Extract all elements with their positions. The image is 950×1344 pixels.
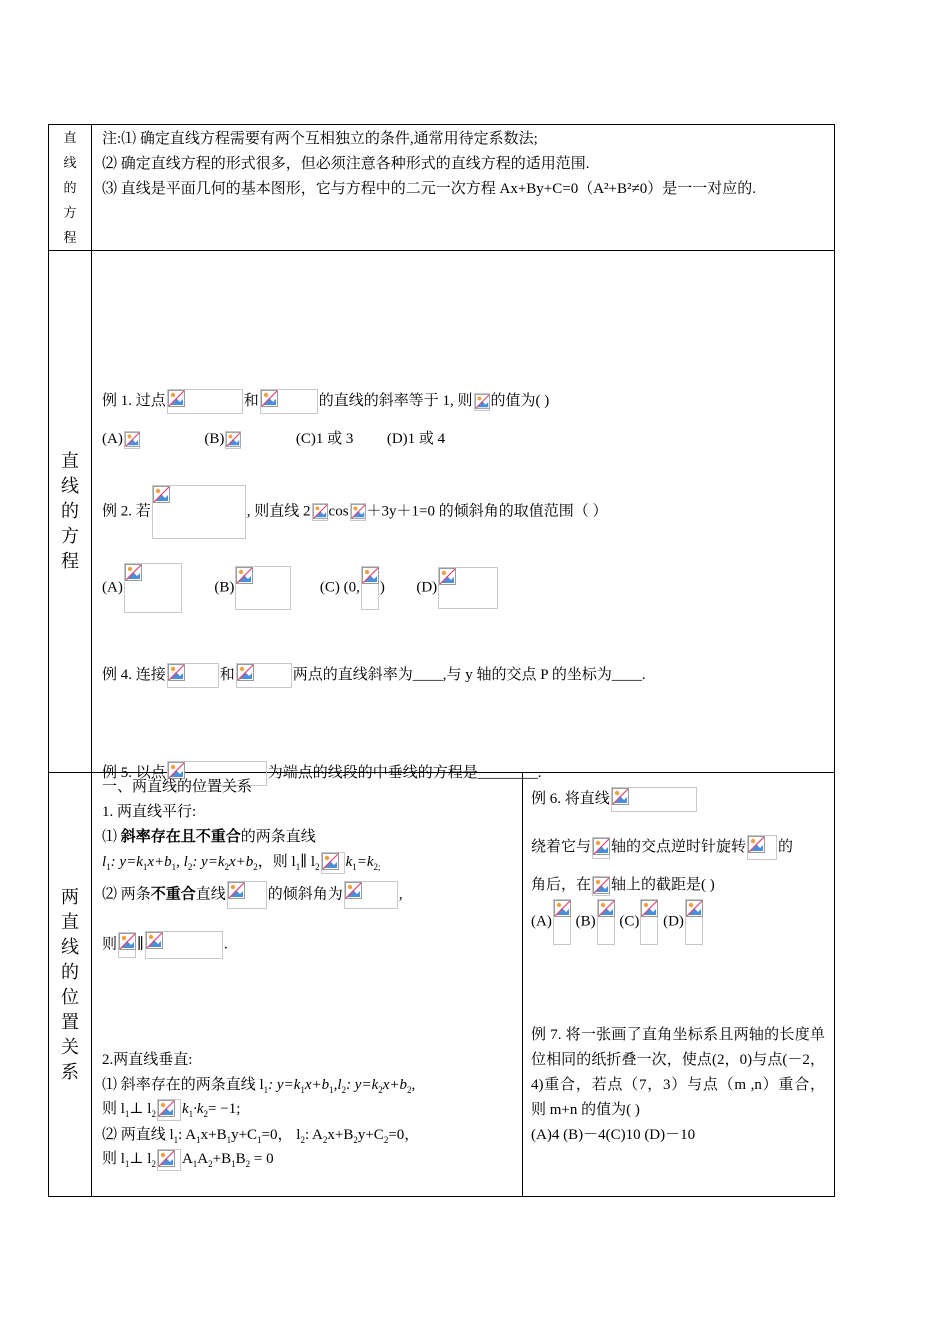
perpendicular-rule-2-result: 则 $l_1\perp$ $l_2$ $A_1A_2+B_1B_2 = 0$ bbox=[102, 1147, 274, 1171]
example-1-options: (A) (B) (C)1 或 3 (D)1 或 4 bbox=[102, 431, 446, 447]
formula-image-icon bbox=[260, 389, 318, 414]
example-6-line-1: 例 6. 将直线 bbox=[531, 787, 698, 812]
note-row bbox=[49, 125, 835, 251]
parallel-rule-1: ⑴ 斜率存在且不重合的两条直线 bbox=[102, 829, 316, 845]
example-6-options: (A) (B) (C) (D) bbox=[531, 899, 704, 945]
parallel-rule-1-formula: $l_1$: $y=k_1x+b_1$, $l_2$: $y=k_2x+b_2$，则 $l_1\parallel$ $l_2$ $k_1=k_{2;}$ bbox=[102, 850, 381, 874]
perpendicular-rule-2: ⑵ 两直线 $l_1$: $A_1x+B_1y+C_1=0$， $l_2$: $A_2x+B_2y+C_2=0$， bbox=[102, 1127, 420, 1145]
formula-image-icon bbox=[157, 1149, 181, 1171]
parallel-rule-2: ⑵ 两条不重合直线 的倾斜角为 , bbox=[102, 881, 403, 909]
formula-image-icon bbox=[225, 431, 241, 449]
formula-image-icon bbox=[312, 503, 328, 521]
formula-image-icon bbox=[152, 485, 246, 539]
relation-row-label: 两 直 线 的 位 置 关 系 bbox=[49, 773, 92, 1197]
note-row-label: 直 线 的 方 程 bbox=[49, 125, 92, 251]
content-table bbox=[48, 124, 835, 1197]
formula-image-icon bbox=[553, 899, 571, 945]
relation-theory bbox=[92, 773, 523, 1197]
formula-image-icon bbox=[747, 835, 777, 860]
section-title: 一、两直线的位置关系 bbox=[102, 779, 253, 795]
parallel-title: 1. 两直线平行: bbox=[102, 804, 197, 820]
formula-image-icon bbox=[124, 431, 140, 449]
formula-image-icon bbox=[685, 899, 703, 945]
formula-image-icon bbox=[361, 566, 379, 610]
formula-image-icon bbox=[167, 389, 243, 414]
formula-image-icon bbox=[235, 566, 291, 610]
formula-image-icon bbox=[118, 932, 136, 958]
formula-image-icon bbox=[592, 876, 610, 896]
note-line: ⑵ 确定直线方程的形式很多，但必须注意各种形式的直线方程的适用范围. bbox=[102, 156, 590, 172]
equation-examples bbox=[92, 251, 835, 781]
example-2-options: (A) (B) (C) (0, ) (D) bbox=[102, 563, 499, 613]
example-4: 例 4. 连接 和 两点的直线斜率为____,与 y 轴的交点 P 的坐标为____. bbox=[102, 663, 646, 688]
formula-image-icon bbox=[611, 787, 697, 812]
note-content bbox=[92, 125, 835, 251]
formula-image-icon bbox=[640, 899, 658, 945]
note-line: 注:⑴ 确定直线方程需要有两个互相独立的条件,通常用待定系数法; bbox=[102, 131, 538, 147]
perpendicular-rule-1-result: 则 $l_1\perp$ $l_2$ $k_1\cdot k_2= -1$; bbox=[102, 1097, 240, 1121]
equation-row bbox=[49, 251, 835, 773]
formula-image-icon bbox=[145, 931, 223, 959]
formula-image-icon bbox=[236, 663, 292, 688]
example-7: 例 7. 将一张画了直角坐标系且两轴的长度单位相同的纸折叠一次，使点(2，0)与点(－2，4)重合，若点（7，3）与点（m ,n）重合，则 m+n 的值为( ) bbox=[531, 1027, 825, 1118]
formula-image-icon bbox=[227, 881, 267, 909]
note-line: ⑶ 直线是平面几何的基本图形，它与方程中的二元一次方程 Ax+By+C=0（A²+B²≠0）是一一对应的. bbox=[102, 181, 756, 197]
formula-image-icon bbox=[597, 899, 615, 945]
formula-image-icon bbox=[474, 393, 490, 411]
formula-image-icon bbox=[344, 881, 398, 909]
formula-image-icon bbox=[321, 852, 345, 874]
formula-image-icon bbox=[157, 1099, 181, 1121]
formula-image-icon bbox=[438, 567, 498, 609]
formula-image-icon bbox=[592, 837, 610, 859]
relation-row bbox=[49, 773, 835, 1197]
relation-examples bbox=[523, 773, 835, 1197]
example-5: 例 5. 以点 为端点的线段的中垂线的方程是________. bbox=[102, 761, 542, 786]
parallel-rule-2-result: 则 ∥ . bbox=[102, 931, 228, 959]
example-1: 例 1. 过点 和 的直线的斜率等于 1, 则 的值为( ) bbox=[102, 389, 549, 414]
example-6-line-2: 绕着它与 轴的交点逆时针旋转 的 bbox=[531, 835, 793, 860]
formula-image-icon bbox=[350, 503, 366, 521]
example-7-options: (A)4 (B)－4(C)10 (D)－10 bbox=[531, 1127, 696, 1143]
equation-row-label: 直 线 的 方 程 bbox=[49, 251, 92, 773]
perpendicular-title: 2.两直线垂直: bbox=[102, 1052, 193, 1068]
example-2: 例 2. 若 , 则直线 2 cos ＋3y＋1=0 的倾斜角的取值范围（ ） bbox=[102, 485, 608, 539]
formula-image-icon bbox=[124, 563, 182, 613]
perpendicular-rule-1: ⑴ 斜率存在的两条直线 $l_1$: $y=k_1x+b_1,l_2$: $y=k_2x+b_2$, bbox=[102, 1077, 416, 1095]
formula-image-icon bbox=[167, 663, 219, 688]
example-6-line-3: 角后，在 轴上的截距是( ) bbox=[531, 873, 715, 896]
